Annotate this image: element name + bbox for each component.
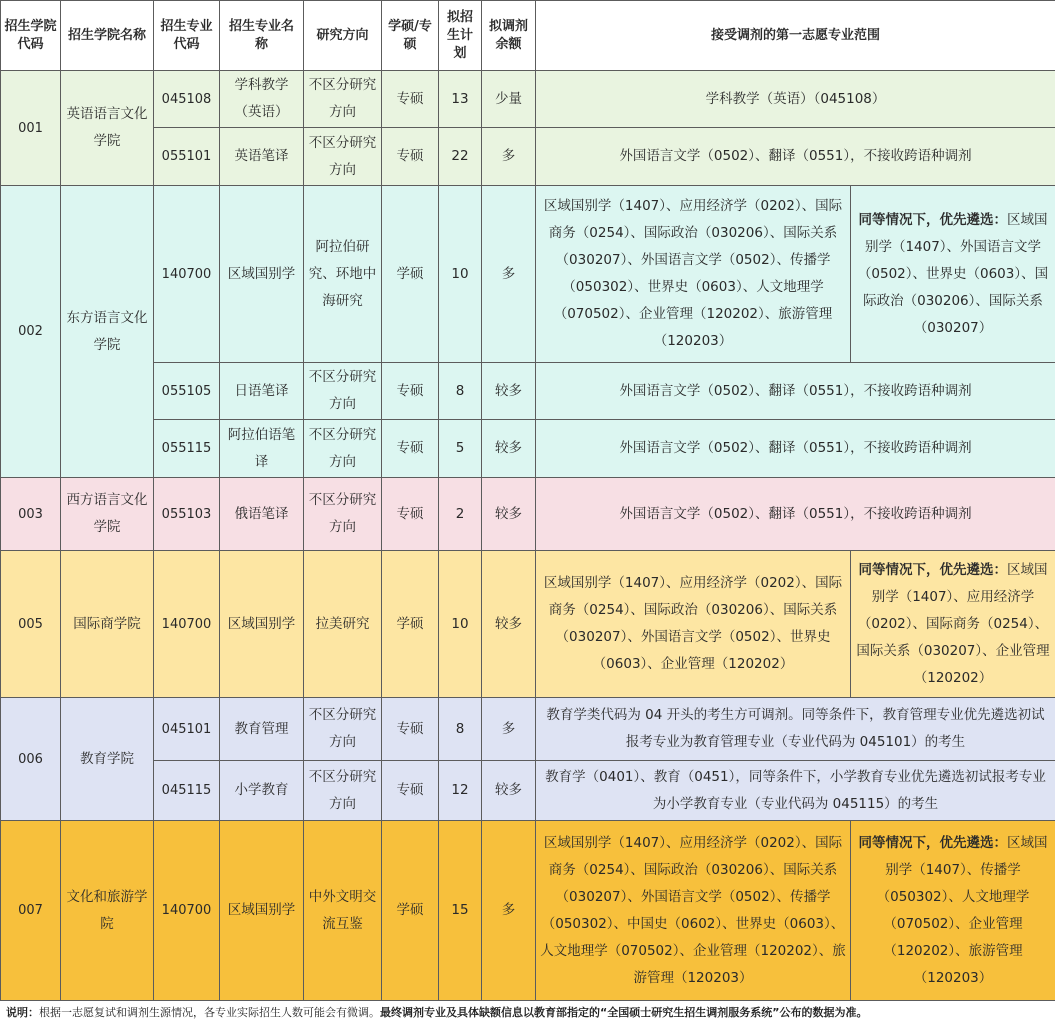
degree-type: 专硕 bbox=[382, 478, 439, 551]
college-code: 007 bbox=[1, 821, 61, 1001]
research-direction: 不区分研究方向 bbox=[304, 478, 382, 551]
degree-type: 专硕 bbox=[382, 698, 439, 761]
priority-text: 区域国别学（1407）、应用经济学（0202）、国际商务（0254）、国际关系（030207）、企业管理（120202） bbox=[856, 561, 1050, 686]
priority-label: 同等情况下，优先遴选： bbox=[858, 561, 1007, 578]
college-name: 文化和旅游学院 bbox=[61, 821, 154, 1001]
major-name: 区域国别学 bbox=[220, 186, 304, 363]
header-major-code: 招生专业代码 bbox=[154, 1, 220, 71]
plan-count: 12 bbox=[439, 761, 482, 821]
table-row bbox=[1, 71, 1055, 128]
major-name: 俄语笔译 bbox=[220, 478, 304, 551]
header-row bbox=[1, 1, 1055, 71]
major-code: 045115 bbox=[154, 761, 220, 821]
research-direction: 不区分研究方向 bbox=[304, 761, 382, 821]
major-name: 小学教育 bbox=[220, 761, 304, 821]
header-college-code: 招生学院代码 bbox=[1, 1, 61, 71]
college-name: 东方语言文化学院 bbox=[61, 186, 154, 478]
college-name: 教育学院 bbox=[61, 698, 154, 821]
priority-text: 区域国别学（1407）、外国语言文学（0502）、世界史（0603）、国际政治（030206）、国际关系（030207） bbox=[857, 211, 1049, 336]
table-row bbox=[1, 761, 1055, 821]
scope: 区域国别学（1407）、应用经济学（0202）、国际商务（0254）、国际政治（030206）、国际关系（030207）、外国语言文学（0502）、世界史（0603）、企业管理（120202） bbox=[536, 551, 851, 698]
table-row bbox=[1, 821, 1055, 1001]
priority-cell bbox=[851, 821, 1055, 1001]
scope: 教育学（0401）、教育（0451），同等条件下，小学教育专业优先遴选初试报考专业为小学教育专业（专业代码为 045115）的考生 bbox=[536, 761, 1055, 821]
plan-count: 8 bbox=[439, 363, 482, 420]
major-code: 140700 bbox=[154, 821, 220, 1001]
major-name: 英语笔译 bbox=[220, 128, 304, 186]
table-row bbox=[1, 420, 1055, 478]
header-scope: 接受调剂的第一志愿专业范围 bbox=[536, 1, 1055, 71]
major-name: 教育管理 bbox=[220, 698, 304, 761]
major-code: 055101 bbox=[154, 128, 220, 186]
research-direction: 不区分研究方向 bbox=[304, 698, 382, 761]
major-code: 140700 bbox=[154, 551, 220, 698]
footnote bbox=[0, 1000, 1055, 1031]
table-row bbox=[1, 363, 1055, 420]
college-code: 003 bbox=[1, 478, 61, 551]
research-direction: 不区分研究方向 bbox=[304, 71, 382, 128]
plan-count: 2 bbox=[439, 478, 482, 551]
table-row bbox=[1, 128, 1055, 186]
degree-type: 专硕 bbox=[382, 363, 439, 420]
major-code: 045101 bbox=[154, 698, 220, 761]
scope: 教育学类代码为 04 开头的考生方可调剂。同等条件下，教育管理专业优先遴选初试报考专业为教育管理专业（专业代码为 045101）的考生 bbox=[536, 698, 1055, 761]
header-remaining: 拟调剂余额 bbox=[482, 1, 536, 71]
major-name: 阿拉伯语笔译 bbox=[220, 420, 304, 478]
degree-type: 专硕 bbox=[382, 128, 439, 186]
major-code: 140700 bbox=[154, 186, 220, 363]
remaining: 较多 bbox=[482, 551, 536, 698]
plan-count: 8 bbox=[439, 698, 482, 761]
major-name: 日语笔译 bbox=[220, 363, 304, 420]
research-direction: 中外文明交流互鉴 bbox=[304, 821, 382, 1001]
college-code: 002 bbox=[1, 186, 61, 478]
plan-count: 10 bbox=[439, 186, 482, 363]
major-code: 055105 bbox=[154, 363, 220, 420]
research-direction: 不区分研究方向 bbox=[304, 363, 382, 420]
scope: 外国语言文学（0502）、翻译（0551），不接收跨语种调剂 bbox=[536, 478, 1055, 551]
degree-type: 学硕 bbox=[382, 551, 439, 698]
header-plan: 拟招生计划 bbox=[439, 1, 482, 71]
footnote-text: 根据一志愿复试和调剂生源情况，各专业实际招生人数可能会有微调。 bbox=[39, 1006, 380, 1019]
plan-count: 22 bbox=[439, 128, 482, 186]
major-name: 区域国别学 bbox=[220, 821, 304, 1001]
college-code: 006 bbox=[1, 698, 61, 821]
table-row bbox=[1, 698, 1055, 761]
scope: 区域国别学（1407）、应用经济学（0202）、国际商务（0254）、国际政治（030206）、国际关系（030207）、外国语言文学（0502）、传播学（050302）、世界史（0603）、人文地理学（070502）、企业管理（120202）、旅游管理（120203） bbox=[536, 186, 851, 363]
header-college-name: 招生学院名称 bbox=[61, 1, 154, 71]
major-name: 学科教学（英语） bbox=[220, 71, 304, 128]
header-research: 研究方向 bbox=[304, 1, 382, 71]
degree-type: 学硕 bbox=[382, 186, 439, 363]
footnote-bold-text: 最终调剂专业及具体缺额信息以教育部指定的“全国硕士研究生招生调剂服务系统”公布的数据为准。 bbox=[380, 1006, 868, 1019]
remaining: 较多 bbox=[482, 363, 536, 420]
college-name: 西方语言文化学院 bbox=[61, 478, 154, 551]
research-direction: 不区分研究方向 bbox=[304, 420, 382, 478]
priority-label: 同等情况下，优先遴选： bbox=[858, 211, 1007, 228]
remaining: 较多 bbox=[482, 478, 536, 551]
research-direction: 拉美研究 bbox=[304, 551, 382, 698]
college-name: 英语语言文化学院 bbox=[61, 71, 154, 186]
header-degree-type: 学硕/专硕 bbox=[382, 1, 439, 71]
plan-count: 13 bbox=[439, 71, 482, 128]
major-name: 区域国别学 bbox=[220, 551, 304, 698]
major-code: 055103 bbox=[154, 478, 220, 551]
priority-label: 同等情况下，优先遴选： bbox=[858, 834, 1007, 851]
scope: 外国语言文学（0502）、翻译（0551），不接收跨语种调剂 bbox=[536, 363, 1055, 420]
scope: 区域国别学（1407）、应用经济学（0202）、国际商务（0254）、国际政治（030206）、国际关系（030207）、外国语言文学（0502）、传播学（050302）、中国史（0602）、世界史（0603）、人文地理学（070502）、企业管理（120202）、旅游管理（120203） bbox=[536, 821, 851, 1001]
college-name: 国际商学院 bbox=[61, 551, 154, 698]
table-row bbox=[1, 551, 1055, 698]
remaining: 少量 bbox=[482, 71, 536, 128]
table-row bbox=[1, 186, 1055, 363]
priority-text: 区域国别学（1407）、传播学（050302）、人文地理学（070502）、企业管理（120202）、旅游管理（120203） bbox=[876, 834, 1048, 986]
degree-type: 专硕 bbox=[382, 761, 439, 821]
research-direction: 阿拉伯研究、环地中海研究 bbox=[304, 186, 382, 363]
remaining: 较多 bbox=[482, 420, 536, 478]
plan-count: 10 bbox=[439, 551, 482, 698]
degree-type: 学硕 bbox=[382, 821, 439, 1001]
scope: 外国语言文学（0502）、翻译（0551），不接收跨语种调剂 bbox=[536, 128, 1055, 186]
plan-count: 5 bbox=[439, 420, 482, 478]
scope: 外国语言文学（0502）、翻译（0551），不接收跨语种调剂 bbox=[536, 420, 1055, 478]
footnote-label: 说明： bbox=[6, 1006, 39, 1019]
remaining: 多 bbox=[482, 821, 536, 1001]
college-code: 001 bbox=[1, 71, 61, 186]
priority-cell bbox=[851, 186, 1055, 363]
scope: 学科教学（英语）（045108） bbox=[536, 71, 1055, 128]
remaining: 多 bbox=[482, 698, 536, 761]
research-direction: 不区分研究方向 bbox=[304, 128, 382, 186]
major-code: 045108 bbox=[154, 71, 220, 128]
priority-cell bbox=[851, 551, 1055, 698]
college-code: 005 bbox=[1, 551, 61, 698]
degree-type: 专硕 bbox=[382, 71, 439, 128]
remaining: 多 bbox=[482, 128, 536, 186]
header-major-name: 招生专业名称 bbox=[220, 1, 304, 71]
remaining: 多 bbox=[482, 186, 536, 363]
table-row bbox=[1, 478, 1055, 551]
remaining: 较多 bbox=[482, 761, 536, 821]
plan-count: 15 bbox=[439, 821, 482, 1001]
degree-type: 专硕 bbox=[382, 420, 439, 478]
major-code: 055115 bbox=[154, 420, 220, 478]
